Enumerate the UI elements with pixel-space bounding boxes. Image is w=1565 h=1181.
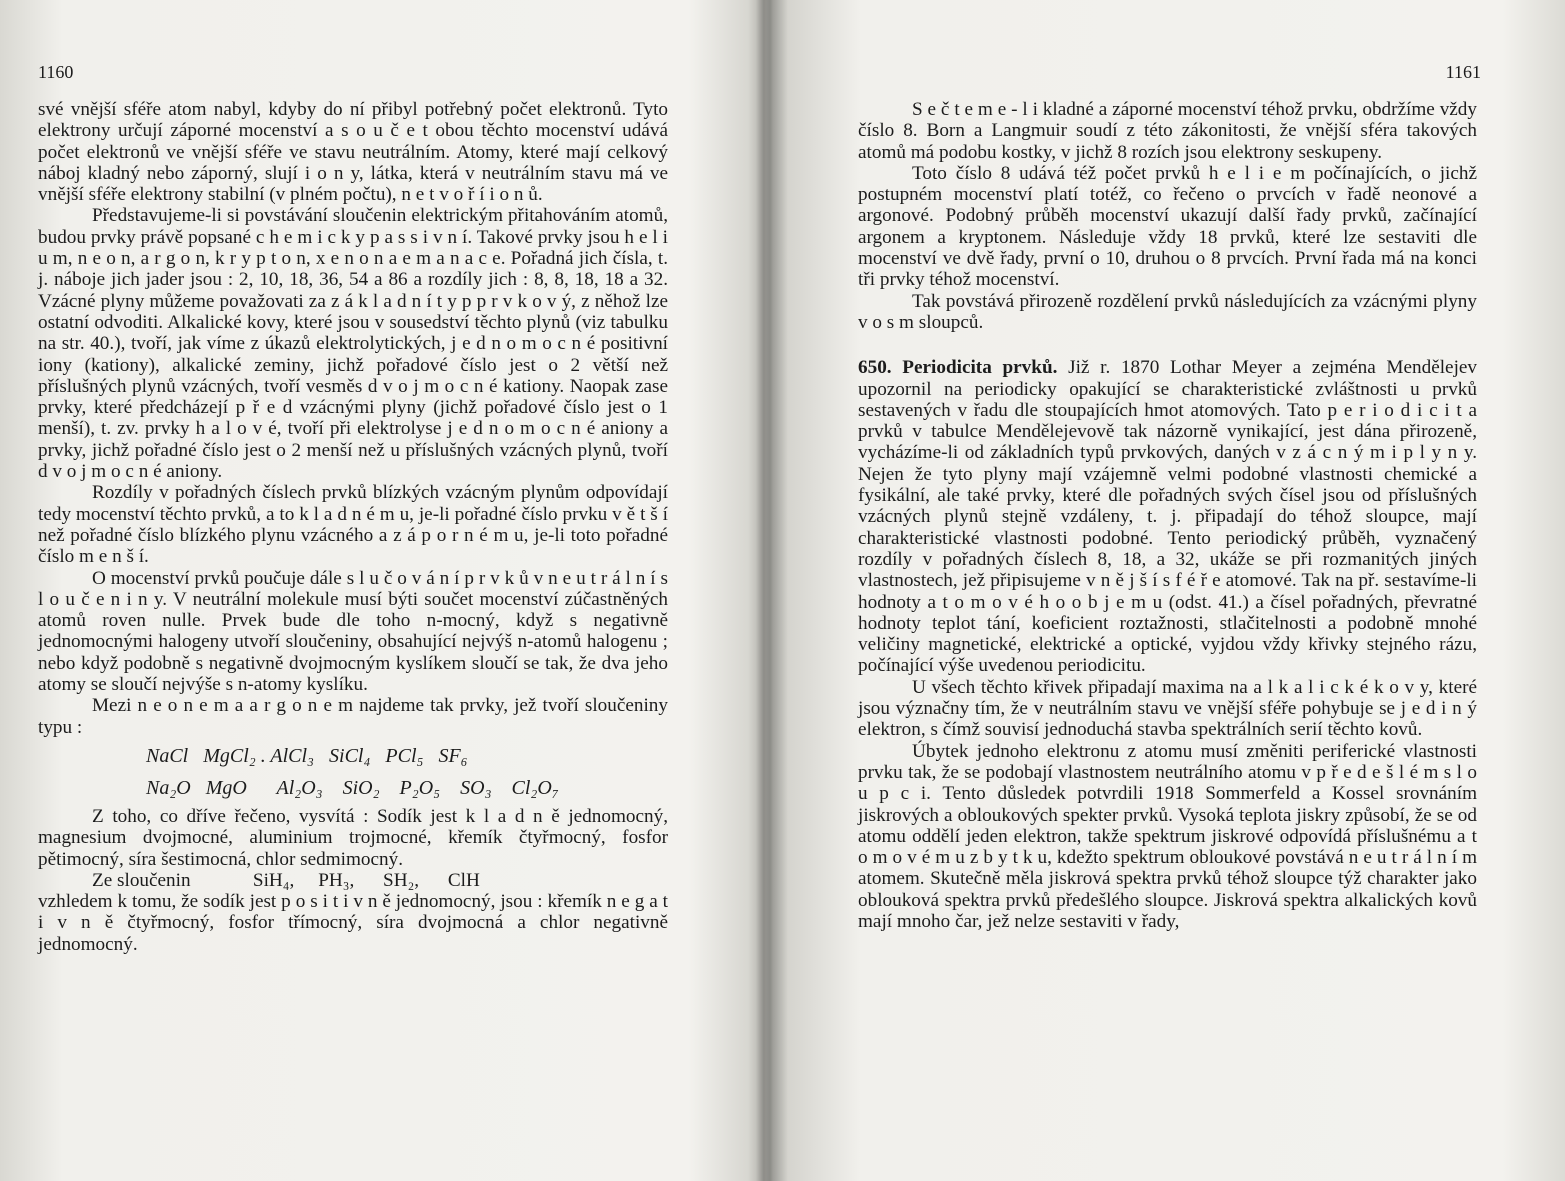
paragraph: O mocenství prvků poučuje dále s l u č o v á n í p r v k ů v n e u t r á l n í s l o u č e n i n y. V neutrální molekule musí býti součet mocenství zúčastněných atomů roven nulle. Prvek bude dle toho n-mocný, když s negativně jednomocnými halogeny utvoří sloučeniny, obsahující nejvýš n-atomů halogenu ; nebo když podobně s negativně dvojmocným kyslíkem sloučí se tak, že dva jeho atomy se sloučí nejvýše s n-atomy kyslíku. [38,567,668,696]
paragraph: S e č t e m e - l i kladné a záporné mocenství téhož prvku, obdržíme vždy číslo 8. Born a Langmuir soudí z této zákonitosti, že vnější sféra takových atomů má podobu kostky, v jichž 8 rozích jsou elektrony seskupeny. [858,99,1477,163]
paragraph: Toto číslo 8 udává též počet prvků h e l i e m počínajících, o jichž postupném mocenství platí totéž, co řečeno o prvcích v řadě neonové a argonové. Podobný průběh mocenství ukazují další řady prvků, začínající argonem a kryptonem. Následuje vždy 18 prvků, které lze sestaviti dle mocenství ve dvě řady, první o 10, druhou o 8 prvcích. První řada má na konci tři prvky téhož mocenství. [858,162,1477,291]
paragraph: Mezi n e o n e m a a r g o n e m najdeme tak prvky, jež tvoří sloučeniny typu : [38,695,668,738]
section-gap [858,333,1477,357]
paragraph: Tak povstává přirozeně rozdělení prvků následujících za vzácnými plyny v o s m sloupců. [858,290,1477,333]
section-paragraph [858,357,1477,676]
hydrides-line: Ze sloučenin SiH₄, PH₃, SH₂, ClH [92,869,480,891]
paragraph: Představujeme-li si povstávání sloučenin elektrickým přitahováním atomů, budou prvky právě popsané c h e m i c k y p a s s i v n í. Takové prvky jsou h e l i u m, n e o n, a r g o n, k r y p t o n, x e n o n a e m a n a c e. Pořadná jich čísla, t. j. náboje jich jader jsou : 2, 10, 18, 36, 54 a 86 a rozdíly jich : 8, 8, 18, 18 a 32. Vzácné plyny můžeme považovati za z á k l a d n í t y p p r v k o v ý, z něhož lze ostatní odvoditi. Alkalické kovy, které jsou v sousedství těchto plynů (viz tabulku na str. 40.), tvoří, jak víme z úkazů elektrolytických, j e d n o m o c n é positivní iony (kationy), alkalické zeminy, jichž pořadové číslo jest o 2 větší než příslušných plynů vzácných, tvoří vesměs d v o j m o c n é kationy. Naopak zase prvky, které předcházejí p ř e d vzácnými plyny (jichž pořadové číslo jest o 1 menší), t. zv. prvky h a l o v é, tvoří při elektrolyse j e d n o m o c n é aniony a prvky, jichž pořadné číslo jest o 2 menší než u příslušných vzácných plynů, tvoří d v o j m o c n é aniony. [38,205,668,483]
page-number-left: 1160 [38,62,74,82]
formula-chlorides: NaCl MgCl₂ . AlCl₃ SiCl₄ PCl₅ SF₆ [146,744,468,767]
section-text: Již r. 1870 Lothar Meyer a zejména Mendělejev upozornil na periodicky opakující se charakteristické zvláštnosti u prvků sestavených v řadu dle stoupajících hmot atomových. Tato p e r i o d i c i t a prvků v tabulce Mendělejevově tak názorně vynikající, jest dána přirozeně, vycházíme-li od základních typů prvkových, daných v z á c n ý m i p l y n y. Nejen že tyto plyny mají vzájemně velmi podobné vlastnosti chemické a fysikální, ale také prvky, které dle pořadných svých čísel jsou od příslušných vzácných plynů stejně vzdáleny, t. j. připadají do téhož sloupce, mají charakteristické vlastnosti podobné. Tento periodický průběh, vyznačený rozdíly v pořadných číslech 8, 18, a 32, ukáže se při rozmanitých jiných vlastnostech, jež připisujeme v n ě j š í s f é ř e atomové. Tak na př. sestavíme-li hodnoty a t o m o v é h o o b j e m u (odst. 41.) a čísel pořadných, převratné hodnoty teplot tání, koeficient roztažnosti, stlačitelnosti a podobně mnohé veličiny magnetické, elektrické a optické, vyjdou vždy křivky stejného rázu, počínající výše uvedenou periodicitu. [858,357,1478,677]
left-page-text [38,99,668,955]
paragraph: Úbytek jednoho elektronu z atomu musí změniti periferické vlastnosti prvku tak, že se podobají vlastnostem neutrálního atomu v p ř e d e š l é m s l o u p c i. Tento důsledek potvrdili 1918 Sommerfeld a Kossel srovnáním jiskrových a obloukových spekter prvků. Vysoká teplota jiskry způsobí, že se od atomu oddělí jeden elektron, takže spektrum jiskrové odpovídá příslušnému a t o m o v é m u z b y t k u, kdežto spektrum obloukové povstává n e u t r á l n í m atomem. Skutečně měla jiskrová spektra prvků téhož sloupce týž charakter jako oblouková spektra prvků předešlého sloupce. Jiskrová spektra alkalických kovů mají mnoho čar, jež nelze sestaviti v řady, [858,740,1477,932]
paragraph: Z toho, co dříve řečeno, vysvítá : Sodík jest k l a d n ě jednomocný, magnesium dvojmocné, aluminium trojmocné, křemík čtyřmocný, fosfor pětimocný, síra šestimocná, chlor sedmimocný. [38,805,668,870]
paragraph: U všech těchto křivek připadají maxima na a l k a l i c k é k o v y, které jsou význačny tím, že v neutrálním stavu ve vnější sféře pohybuje se j e d i n ý elektron, s čímž souvisí jednoduchá stavba spektrálních serií těchto kovů. [858,676,1477,741]
paragraph: své vnější sféře atom nabyl, kdyby do ní přibyl potřebný počet elektronů. Tyto elektrony určují záporné mocenství a s o u č e t obou těchto mocenství udává počet elektronů ve vnější sféře ve stavu neutrálním. Atomy, které mají celkový náboj kladný nebo záporný, slují i o n y, látka, která v neutrálním stavu má ve vnější sféře elektrony stabilní (v plném počtu), n e t v o ř í i o n ů. [38,99,668,206]
formula-oxides: Na₂O MgO Al₂O₃ SiO₂ P₂O₅ SO₃ Cl₂O₇ [146,776,559,799]
page-number-right: 1161 [1445,62,1481,82]
left-page [0,0,770,1181]
right-page [780,0,1565,1181]
right-page-text [858,99,1477,932]
paragraph: Rozdíly v pořadných číslech prvků blízkých vzácným plynům odpovídají tedy mocenství těchto prvků, a to k l a d n é m u, je-li pořadné číslo prvku v ě t š í než pořadné číslo blízkého plynu vzácného a z á p o r n é m u, je-li toto pořadné číslo m e n š í. [38,482,668,568]
section-title: Periodicita prvků. [902,357,1058,379]
section-number: 650. [858,357,892,379]
paragraph: vzhledem k tomu, že sodík jest p o s i t i v n ě jednomocný, jsou : křemík n e g a t i v n ě čtyřmocný, fosfor třímocný, síra dvojmocná a chlor negativně jednomocný. [38,891,668,955]
